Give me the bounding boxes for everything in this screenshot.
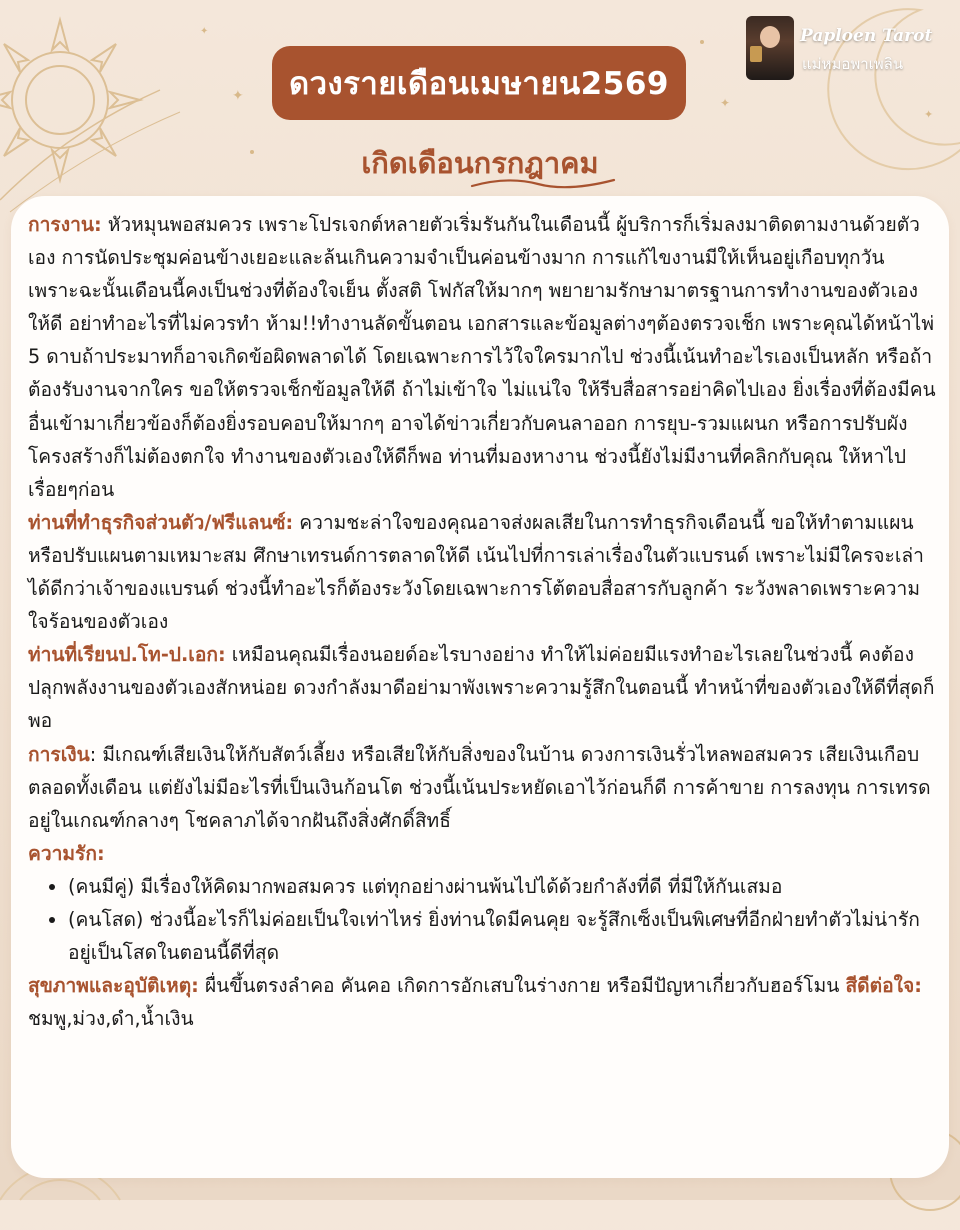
sparkle-star-icon: ✦: [720, 96, 731, 110]
section-work-label: การงาน:: [28, 213, 102, 236]
brand-subname: แม่หมอพาเพลิน: [802, 55, 904, 73]
avatar: [746, 16, 794, 80]
section-work-text: หัวหมุนพอสมควร เพราะโปรเจกต์หลายตัวเริ่มรันกันในเดือนนี้ ผู้บริการก็เริ่มลงมาติดตามงานด้วยตัวเอง การนัดประชุมค่อนข้างเยอะและล้นเกินความจำเป็นค่อนข้างมาก การแก้ไขงานมีให้เห็นอยู่เกือบทุกวัน เพราะฉะนั้นเดือนนี้คงเป็นช่วงที่ต้องใจเย็น ตั้งสติ โฟกัสให้มากๆ พยายามรักษามาตรฐานการทำงานของตัวเองให้ดี อย่าทำอะไรที่ไม่ควรทำ ห้าม!!ทำงานลัดขั้นตอน เอกสารและข้อมูลต่างๆต้องตรวจเช็ก เพราะคุณได้หน้าไพ่ 5 ดาบถ้าประมาทก็อาจเกิดข้อผิดพลาดได้ โดยเฉพาะการไว้ใจใครมากไป ช่วงนี้เน้นทำอะไรเองเป็นหลัก หรือถ้าต้องรับงานจากใคร ขอให้ตรวจเช็กข้อมูลให้ดี ถ้าไม่เข้าใจ ไม่แน่ใจ ให้รีบสื่อสารอย่าคิดไปเอง ยิ่งเรื่องที่ต้องมีคนอื่นเข้ามาเกี่ยวข้องก็ต้องยิ่งรอบคอบให้มากๆ อาจได้ข่าวเกี่ยวกับคนลาออก การยุบ-รวมแผนก หรือการปรับผังโครงสร้างก็ไม่ต้องตกใจ ทำงานของตัวเองให้ดีก็พอ ท่านที่มองหางาน ช่วงนี้ยังไม่มีงานที่คลิกกับคุณ ให้หาไปเรื่อยๆก่อน: [28, 213, 936, 501]
brand-name: Paploen Tarot: [800, 26, 933, 46]
decor-dot: [700, 40, 704, 44]
section-money-text: มีเกณฑ์เสียเงินให้กับสัตว์เลี้ยง หรือเสียให้กับสิ่งของในบ้าน ดวงการเงินรั่วไหลพอสมควร เสียเงินเกือบตลอดทั้งเดือน แต่ยังไม่มีอะไรที่เป็นเงินก้อนโต ช่วงนี้เน้นประหยัดเอาไว้ก่อนก็ดี การค้าขาย การลงทุน การเทรดอยู่ในเกณฑ์กลางๆ โชคลาภได้จากฝันถึงสิ่งศักดิ์สิทธิ์: [28, 742, 931, 832]
page-title: [272, 46, 686, 120]
section-health-label: สุขภาพและอุบัติเหตุ:: [28, 974, 199, 998]
page-subtitle: เกิดเดือนกรกฎาคม: [361, 146, 599, 180]
section-money: [28, 738, 936, 837]
section-business-label: ท่านที่ทำธุรกิจส่วนตัว/ฟรีแลนซ์:: [28, 510, 294, 534]
sparkle-star-icon: ✦: [200, 26, 209, 37]
sparkle-star-icon: ✦: [924, 108, 934, 121]
section-money-label: การเงิน: [28, 742, 90, 766]
brand-badge: [746, 16, 946, 82]
lucky-color-text: ชมพู,ม่วง,ดำ,น้ำเงิน: [28, 1007, 194, 1031]
list-item: • (คนโสด) ช่วงนี้อะไรก็ไม่ค่อยเป็นใจเท่าไหร่ ยิ่งท่านใดมีคนคุย จะรู้สึกเซ็งเป็นพิเศษที่อีกฝ่ายทำตัวไม่น่ารัก อยู่เป็นโสดในตอนนี้ดีที่สุด: [68, 903, 936, 969]
section-love-label: ความรัก:: [28, 841, 105, 865]
section-business: [28, 506, 936, 638]
underline-swirl-icon: [468, 172, 618, 196]
horoscope-content: [28, 208, 936, 1035]
section-money-colon: :: [89, 742, 97, 766]
love-list: [28, 870, 936, 969]
section-business-text: ความชะล่าใจของคุณอาจส่งผลเสียในการทำธุรกิจเดือนนี้ ขอให้ทำตามแผน หรือปรับแผนตามเหมาะสม ศึกษาเทรนด์การตลาดให้ดี เน้นไปที่การเล่าเรื่องในตัวแบรนด์ เพราะไม่มีใครจะเล่าได้ดีกว่าเจ้าของแบรนด์ ช่วงนี้ทำอะไรก็ต้องระวังโดยเฉพาะการโต้ตอบสื่อสารกับลูกค้า ระวังพลาดเพราะความใจร้อนของตัวเอง: [28, 510, 924, 634]
lucky-color-label: สีดีต่อใจ:: [845, 974, 922, 998]
section-study-text: เหมือนคุณมีเรื่องนอยด์อะไรบางอย่าง ทำให้ไม่ค่อยมีแรงทำอะไรเลยในช่วงนี้ คงต้องปลุกพลังงานของตัวเองสักหน่อย ดวงกำลังมาดีอย่ามาพังเพราะความรู้สึกในตอนนี้ ทำหน้าที่ของตัวเองให้ดีที่สุดก็พอ: [28, 643, 935, 733]
section-health-text: ผื่นขึ้นตรงลำคอ คันคอ เกิดการอักเสบในร่างกาย หรือมีปัญหาเกี่ยวกับฮอร์โมน: [198, 974, 846, 998]
section-love: [28, 837, 936, 870]
section-health: [28, 969, 936, 1035]
page-title-text: ดวงรายเดือนเมษายน2569: [289, 66, 669, 102]
section-work: [28, 208, 936, 506]
section-study: [28, 638, 936, 737]
section-study-label: ท่านที่เรียนป.โท-ป.เอก:: [28, 643, 226, 667]
list-item: • (คนมีคู่) มีเรื่องให้คิดมากพอสมควร แต่ทุกอย่างผ่านพ้นไปได้ด้วยกำลังที่ดี ที่มีให้กันเสมอ: [68, 870, 936, 903]
sparkle-star-icon: ✦: [232, 88, 244, 104]
